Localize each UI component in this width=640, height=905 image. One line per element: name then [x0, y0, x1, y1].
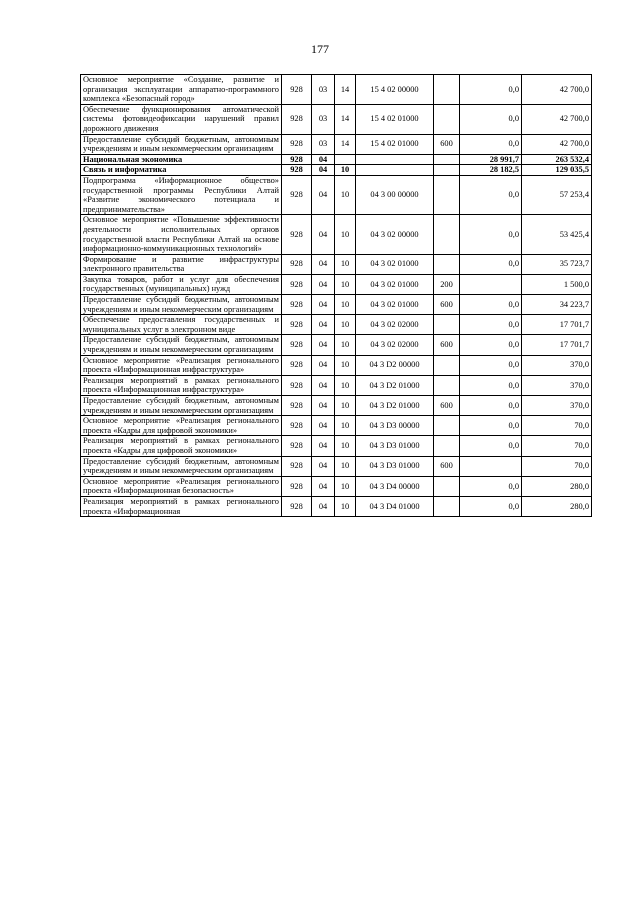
table-row	[81, 355, 592, 375]
section-code-cell: 04	[312, 375, 335, 395]
expense-type-cell	[434, 496, 460, 516]
section-code-cell: 04	[312, 355, 335, 375]
amount-1-cell: 0,0	[460, 104, 522, 134]
subsection-code-cell: 10	[335, 175, 356, 214]
expense-type-cell	[434, 165, 460, 176]
ministry-code-cell: 928	[282, 165, 312, 176]
subsection-code-cell: 10	[335, 295, 356, 315]
ministry-code-cell: 928	[282, 456, 312, 476]
expense-type-cell	[434, 215, 460, 254]
target-article-cell: 04 3 02 02000	[356, 335, 434, 355]
amount-2-cell: 263 532,4	[522, 154, 592, 165]
item-name-cell: Реализация мероприятий в рамках регионального проекта «Информационная инфраструктура»	[81, 375, 282, 395]
table-row	[81, 375, 592, 395]
amount-2-cell: 34 223,7	[522, 295, 592, 315]
section-code-cell: 04	[312, 456, 335, 476]
amount-1-cell: 0,0	[460, 396, 522, 416]
amount-1-cell: 0,0	[460, 254, 522, 274]
amount-2-cell: 17 701,7	[522, 335, 592, 355]
ministry-code-cell: 928	[282, 134, 312, 154]
table-row	[81, 134, 592, 154]
subsection-code-cell: 10	[335, 396, 356, 416]
expense-type-cell	[434, 436, 460, 456]
item-name-cell: Обеспечение предоставления государственных и муниципальных услуг в электронном виде	[81, 315, 282, 335]
section-code-cell: 04	[312, 496, 335, 516]
ministry-code-cell: 928	[282, 254, 312, 274]
section-code-cell: 03	[312, 75, 335, 105]
amount-2-cell: 42 700,0	[522, 134, 592, 154]
page-number: 177	[311, 42, 329, 56]
expense-type-cell	[434, 75, 460, 105]
amount-2-cell: 42 700,0	[522, 104, 592, 134]
table-row	[81, 274, 592, 294]
section-code-cell: 04	[312, 295, 335, 315]
amount-1-cell: 0,0	[460, 175, 522, 214]
section-code-cell: 04	[312, 315, 335, 335]
section-code-cell: 04	[312, 335, 335, 355]
amount-2-cell: 17 701,7	[522, 315, 592, 335]
item-name-cell: Предоставление субсидий бюджетным, автономным учреждениям и иным некоммерческим организациям	[81, 456, 282, 476]
table-row	[81, 496, 592, 516]
target-article-cell: 04 3 D3 01000	[356, 436, 434, 456]
ministry-code-cell: 928	[282, 375, 312, 395]
target-article-cell: 04 3 02 01000	[356, 274, 434, 294]
amount-2-cell: 280,0	[522, 476, 592, 496]
amount-1-cell: 0,0	[460, 436, 522, 456]
item-name-cell: Основное мероприятие «Реализация регионального проекта «Информационная инфраструктура»	[81, 355, 282, 375]
subsection-code-cell: 10	[335, 165, 356, 176]
expense-type-cell: 600	[434, 134, 460, 154]
expense-type-cell: 600	[434, 335, 460, 355]
amount-1-cell: 28 182,5	[460, 165, 522, 176]
amount-2-cell: 370,0	[522, 396, 592, 416]
item-name-cell: Обеспечение функционирования автоматической системы фотовидеофиксации нарушений правил дорожного движения	[81, 104, 282, 134]
amount-1-cell	[460, 456, 522, 476]
target-article-cell: 04 3 02 00000	[356, 215, 434, 254]
section-code-cell: 04	[312, 175, 335, 214]
section-code-cell: 04	[312, 416, 335, 436]
section-code-cell: 04	[312, 436, 335, 456]
expense-type-cell: 200	[434, 274, 460, 294]
expense-type-cell: 600	[434, 456, 460, 476]
item-name-cell: Формирование и развитие инфраструктуры электронного правительства	[81, 254, 282, 274]
expense-type-cell	[434, 175, 460, 214]
ministry-code-cell: 928	[282, 75, 312, 105]
amount-1-cell: 0,0	[460, 355, 522, 375]
subsection-code-cell: 10	[335, 456, 356, 476]
amount-1-cell: 0,0	[460, 134, 522, 154]
table-row	[81, 436, 592, 456]
item-name-cell: Основное мероприятие «Повышение эффективности деятельности исполнительных органов государственной власти Республики Алтай на основе информационно-коммуникационных технологий»	[81, 215, 282, 254]
amount-1-cell: 0,0	[460, 476, 522, 496]
section-code-cell: 04	[312, 215, 335, 254]
ministry-code-cell: 928	[282, 274, 312, 294]
item-name-cell: Предоставление субсидий бюджетным, автономным учреждениям и иным некоммерческим организациям	[81, 295, 282, 315]
ministry-code-cell: 928	[282, 215, 312, 254]
expense-type-cell	[434, 254, 460, 274]
budget-table	[80, 74, 592, 517]
target-article-cell: 04 3 D4 01000	[356, 496, 434, 516]
section-code-cell: 04	[312, 274, 335, 294]
table-row	[81, 175, 592, 214]
item-name-cell: Основное мероприятие «Создание, развитие и организация эксплуатации аппаратно-программного комплекса «Безопасный город»	[81, 75, 282, 105]
item-name-cell: Реализация мероприятий в рамках регионального проекта «Информационная	[81, 496, 282, 516]
amount-1-cell: 0,0	[460, 375, 522, 395]
item-name-cell: Основное мероприятие «Реализация регионального проекта «Информационная безопасность»	[81, 476, 282, 496]
amount-2-cell: 42 700,0	[522, 75, 592, 105]
section-code-cell: 03	[312, 134, 335, 154]
amount-2-cell: 53 425,4	[522, 215, 592, 254]
budget-table-body	[81, 75, 592, 517]
table-row	[81, 215, 592, 254]
table-row	[81, 396, 592, 416]
item-name-cell: Связь и информатика	[81, 165, 282, 176]
section-code-cell: 04	[312, 476, 335, 496]
item-name-cell: Предоставление субсидий бюджетным, автономным учреждениям и иным некоммерческим организациям	[81, 134, 282, 154]
subsection-code-cell	[335, 154, 356, 165]
table-row	[81, 335, 592, 355]
amount-1-cell: 28 991,7	[460, 154, 522, 165]
subsection-code-cell: 10	[335, 215, 356, 254]
subsection-code-cell: 10	[335, 355, 356, 375]
subsection-code-cell: 10	[335, 375, 356, 395]
amount-1-cell: 0,0	[460, 496, 522, 516]
amount-1-cell: 0,0	[460, 215, 522, 254]
target-article-cell: 04 3 D2 01000	[356, 396, 434, 416]
table-row	[81, 456, 592, 476]
expense-type-cell	[434, 315, 460, 335]
section-code-cell: 04	[312, 396, 335, 416]
item-name-cell: Предоставление субсидий бюджетным, автономным учреждениям и иным некоммерческим организациям	[81, 335, 282, 355]
amount-2-cell: 370,0	[522, 375, 592, 395]
subsection-code-cell: 10	[335, 254, 356, 274]
table-row	[81, 154, 592, 165]
subsection-code-cell: 10	[335, 436, 356, 456]
ministry-code-cell: 928	[282, 335, 312, 355]
amount-2-cell: 70,0	[522, 436, 592, 456]
ministry-code-cell: 928	[282, 436, 312, 456]
section-code-cell: 04	[312, 254, 335, 274]
table-row	[81, 104, 592, 134]
section-code-cell: 03	[312, 104, 335, 134]
amount-1-cell: 0,0	[460, 295, 522, 315]
amount-2-cell: 70,0	[522, 456, 592, 476]
ministry-code-cell: 928	[282, 175, 312, 214]
subsection-code-cell: 10	[335, 274, 356, 294]
expense-type-cell	[434, 104, 460, 134]
amount-1-cell: 0,0	[460, 315, 522, 335]
target-article-cell: 04 3 D4 00000	[356, 476, 434, 496]
amount-1-cell: 0,0	[460, 416, 522, 436]
table-row	[81, 165, 592, 176]
subsection-code-cell: 14	[335, 104, 356, 134]
subsection-code-cell: 10	[335, 416, 356, 436]
target-article-cell: 04 3 D3 01000	[356, 456, 434, 476]
item-name-cell: Предоставление субсидий бюджетным, автономным учреждениям и иным некоммерческим организациям	[81, 396, 282, 416]
expense-type-cell: 600	[434, 295, 460, 315]
amount-2-cell: 129 035,5	[522, 165, 592, 176]
expense-type-cell	[434, 355, 460, 375]
expense-type-cell	[434, 375, 460, 395]
amount-1-cell: 0,0	[460, 75, 522, 105]
item-name-cell: Основное мероприятие «Реализация регионального проекта «Кадры для цифровой экономики»	[81, 416, 282, 436]
target-article-cell	[356, 165, 434, 176]
amount-2-cell: 1 500,0	[522, 274, 592, 294]
ministry-code-cell: 928	[282, 355, 312, 375]
subsection-code-cell: 10	[335, 476, 356, 496]
subsection-code-cell: 10	[335, 496, 356, 516]
subsection-code-cell: 10	[335, 335, 356, 355]
item-name-cell: Реализация мероприятий в рамках регионального проекта «Кадры для цифровой экономики»	[81, 436, 282, 456]
ministry-code-cell: 928	[282, 416, 312, 436]
section-code-cell: 04	[312, 165, 335, 176]
ministry-code-cell: 928	[282, 104, 312, 134]
target-article-cell: 04 3 D3 00000	[356, 416, 434, 436]
amount-2-cell: 70,0	[522, 416, 592, 436]
expense-type-cell: 600	[434, 396, 460, 416]
target-article-cell: 15 4 02 01000	[356, 104, 434, 134]
amount-2-cell: 370,0	[522, 355, 592, 375]
target-article-cell: 04 3 00 00000	[356, 175, 434, 214]
target-article-cell: 15 4 02 01000	[356, 134, 434, 154]
table-row	[81, 295, 592, 315]
target-article-cell: 04 3 02 01000	[356, 254, 434, 274]
target-article-cell: 15 4 02 00000	[356, 75, 434, 105]
ministry-code-cell: 928	[282, 496, 312, 516]
item-name-cell: Национальная экономика	[81, 154, 282, 165]
target-article-cell: 04 3 02 01000	[356, 295, 434, 315]
item-name-cell: Закупка товаров, работ и услуг для обеспечения государственных (муниципальных) нужд	[81, 274, 282, 294]
target-article-cell	[356, 154, 434, 165]
table-row	[81, 416, 592, 436]
amount-2-cell: 35 723,7	[522, 254, 592, 274]
table-row	[81, 254, 592, 274]
ministry-code-cell: 928	[282, 315, 312, 335]
expense-type-cell	[434, 476, 460, 496]
expense-type-cell	[434, 416, 460, 436]
target-article-cell: 04 3 D2 00000	[356, 355, 434, 375]
subsection-code-cell: 10	[335, 315, 356, 335]
table-row	[81, 315, 592, 335]
table-row	[81, 476, 592, 496]
amount-2-cell: 57 253,4	[522, 175, 592, 214]
amount-1-cell: 0,0	[460, 335, 522, 355]
amount-1-cell	[460, 274, 522, 294]
ministry-code-cell: 928	[282, 154, 312, 165]
expense-type-cell	[434, 154, 460, 165]
subsection-code-cell: 14	[335, 75, 356, 105]
ministry-code-cell: 928	[282, 476, 312, 496]
target-article-cell: 04 3 D2 01000	[356, 375, 434, 395]
ministry-code-cell: 928	[282, 295, 312, 315]
section-code-cell: 04	[312, 154, 335, 165]
table-row	[81, 75, 592, 105]
amount-2-cell: 280,0	[522, 496, 592, 516]
ministry-code-cell: 928	[282, 396, 312, 416]
target-article-cell: 04 3 02 02000	[356, 315, 434, 335]
item-name-cell: Подпрограмма «Информационное общество» государственной программы Республики Алтай «Развитие экономического потенциала и предпринимательства»	[81, 175, 282, 214]
subsection-code-cell: 14	[335, 134, 356, 154]
